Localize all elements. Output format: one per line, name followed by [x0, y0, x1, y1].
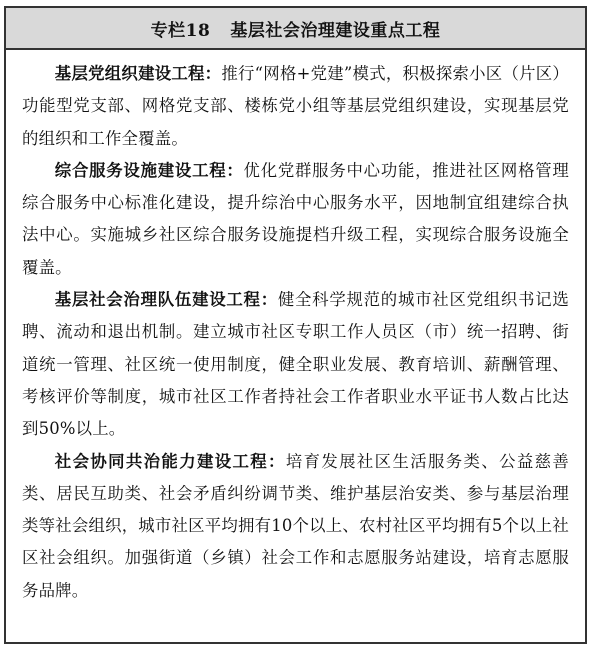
section-governance-team — [22, 284, 569, 445]
box-title-prefix: 专栏18 — [150, 20, 211, 41]
section-text: 健全科学规范的城市社区党组织书记选聘、流动和退出机制。建立城市社区专职工作人员区（市）统一招聘、街道统一管理、社区统一使用制度，健全职业发展、教育培训、薪酬管理、考核评价等制度，城市社区工作者持社会工作者职业水平证书人数占比达到50%以上。 — [22, 290, 569, 439]
box-header — [6, 8, 585, 50]
section-heading: 基层社会治理队伍建设工程： — [54, 290, 278, 310]
box-title — [151, 16, 441, 41]
section-heading: 基层党组织建设工程： — [54, 64, 222, 83]
section-party-organization — [22, 58, 569, 155]
box-body — [6, 50, 585, 607]
section-text: 培育发展社区生活服务类、公益慈善类、居民互助类、社会矛盾纠纷调节类、维护基层治安类、参与基层治理类等社会组织，城市社区平均拥有10个以上、农村社区平均拥有5个以上社区社会组织。加强街道（乡镇）社会工作和志愿服务站建设，培育志愿服务品牌。 — [22, 451, 569, 600]
project-box — [4, 6, 587, 644]
section-heading: 社会协同共治能力建设工程： — [54, 451, 286, 471]
section-service-facilities — [22, 155, 569, 284]
section-heading: 综合服务设施建设工程： — [54, 160, 244, 180]
box-title-text: 基层社会治理建设重点工程 — [230, 20, 441, 41]
section-text: 优化党群服务中心功能，推进社区网格管理综合服务中心标准化建设，提升综治中心服务水平，因地制宜组建综合执法中心。实施城乡社区综合服务设施提档升级工程，实现综合服务设施全覆盖。 — [22, 160, 569, 277]
section-social-collaboration — [22, 446, 569, 607]
section-text: 推行“网格+党建”模式，积极探索小区（片区）功能型党支部、网格党支部、楼栋党小组等基层党组织建设，实现基层党的组织和工作全覆盖。 — [22, 64, 569, 148]
